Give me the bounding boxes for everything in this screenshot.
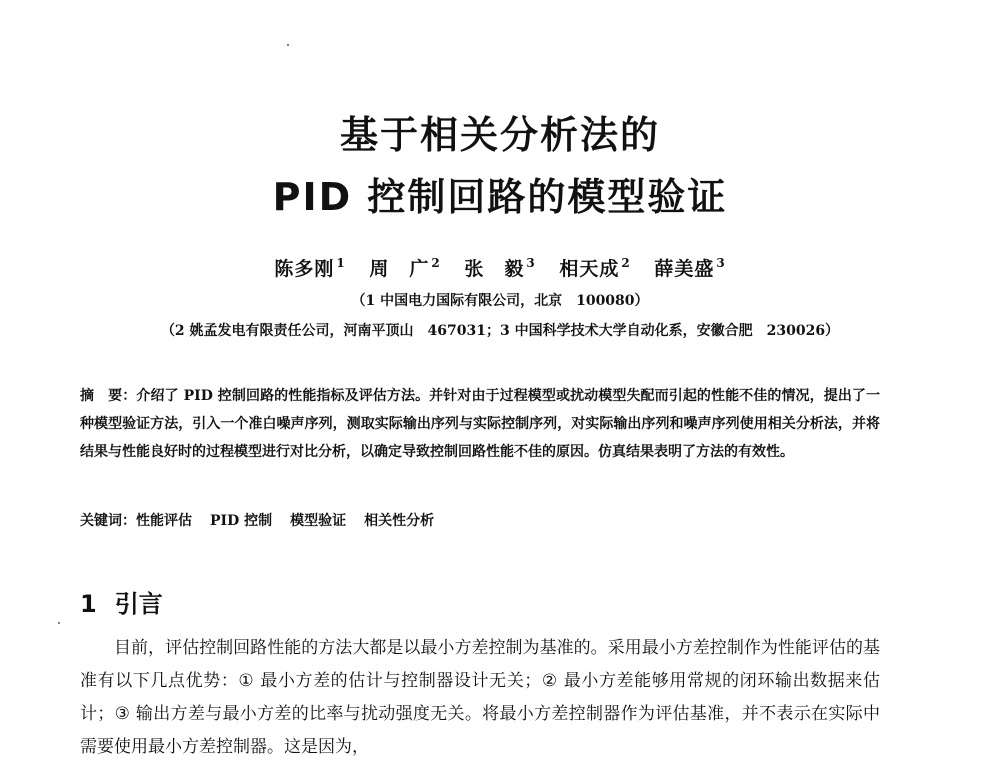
- section-title: 引言: [114, 590, 163, 618]
- author-name: 薛美盛: [654, 258, 715, 280]
- affiliation-1: （1 中国电力国际有限公司，北京 100080）: [351, 293, 649, 309]
- author-affiliation-mark: 1: [336, 256, 346, 270]
- section-heading: [80, 584, 163, 619]
- author-list: [0, 254, 1000, 281]
- paper-title-line2: PID 控制回路的模型验证: [272, 175, 728, 219]
- author-affiliation-mark: 2: [621, 256, 631, 270]
- author-affiliation-mark: 2: [431, 256, 441, 270]
- scan-speck: [58, 622, 60, 624]
- author-affiliation-mark: 3: [526, 256, 536, 270]
- keyword: PID 控制: [210, 513, 273, 529]
- paper-title-line1: 基于相关分析法的: [339, 113, 660, 157]
- author-name: 陈多刚: [274, 258, 335, 280]
- author-name: 周 广: [369, 258, 430, 280]
- keyword: 相关性分析: [364, 513, 435, 529]
- author-affiliation-mark: 3: [716, 256, 726, 270]
- abstract-label: 摘 要：: [80, 388, 137, 404]
- intro-paragraph: 目前，评估控制回路性能的方法大都是以最小方差控制为基准的。采用最小方差控制作为性能评估的基准有以下几点优势：① 最小方差的估计与控制器设计无关；② 最小方差能够用常规的闭环输出数据来估计；③ 输出方差与最小方差的比率与扰动强度无关。将最小方差控制器作为评估基准，并不表示在实际中需要使用最小方差控制器。这是因为，: [80, 638, 880, 757]
- keyword: 性能评估: [136, 513, 192, 529]
- section-number: 1: [80, 590, 97, 618]
- keywords-label: 关键词：: [80, 513, 136, 529]
- scan-speck: [287, 44, 289, 46]
- abstract-text: 介绍了 PID 控制回路的性能指标及评估方法。并针对由于过程模型或扰动模型失配而引起的性能不佳的情况，提出了一种模型验证方法，引入一个准白噪声序列，测取实际输出序列与实际控制序列，对实际输出序列和噪声序列使用相关分析法，并将结果与性能良好时的过程模型进行对比分析，以确定导致控制回路性能不佳的原因。仿真结果表明了方法的有效性。: [80, 388, 881, 460]
- keywords: [80, 510, 880, 530]
- affiliation-2: （2 姚孟发电有限责任公司，河南平顶山 467031；3 中国科学技术大学自动化系，安徽合肥 230026）: [160, 323, 840, 339]
- author-name: 张 毅: [464, 258, 525, 280]
- abstract: [80, 382, 880, 466]
- author-name: 相天成: [559, 258, 620, 280]
- keyword: 模型验证: [290, 513, 347, 529]
